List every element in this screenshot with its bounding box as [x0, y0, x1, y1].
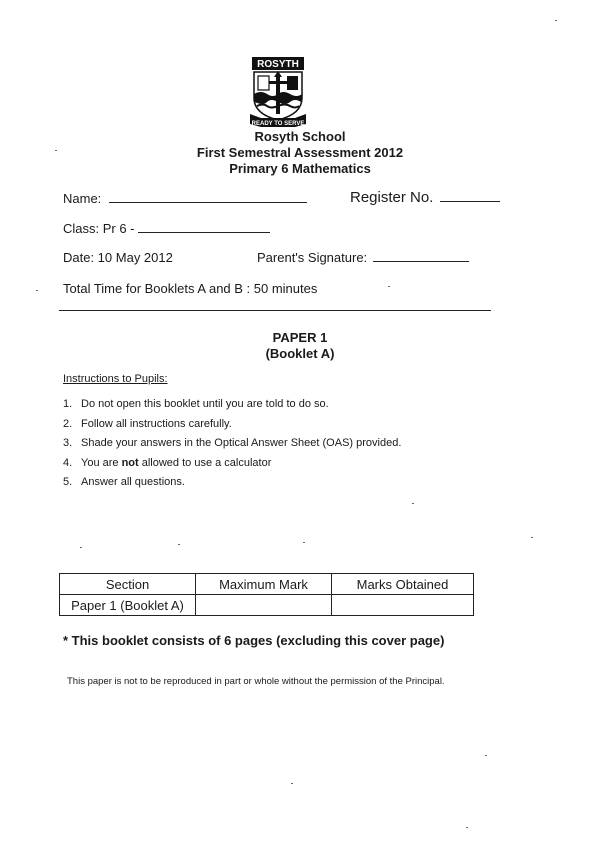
- table-header: Maximum Mark: [196, 574, 332, 595]
- class-field: [63, 221, 270, 236]
- copyright-notice: This paper is not to be reproduced in part or whole without the permission of the Principal.: [67, 676, 445, 687]
- instruction-item: 5. Answer all questions.: [63, 476, 185, 488]
- name-blank[interactable]: [109, 202, 307, 203]
- scan-speck: [178, 544, 180, 545]
- instruction-item: 2. Follow all instructions carefully.: [63, 417, 232, 430]
- booklet-note: * This booklet consists of 6 pages (excluding this cover page): [63, 633, 445, 648]
- scan-speck: [80, 547, 82, 548]
- scan-speck: [55, 150, 57, 151]
- table-cell[interactable]: [332, 595, 474, 616]
- table-cell: Paper 1 (Booklet A): [60, 595, 196, 616]
- instruction-item: 3. Shade your answers in the Optical Answer Sheet (OAS) provided.: [63, 437, 402, 449]
- table-cell[interactable]: [196, 595, 332, 616]
- register-label: Register No.: [350, 189, 434, 206]
- scan-speck: [466, 827, 468, 828]
- signature-label: Parent's Signature:: [257, 250, 368, 265]
- assessment-title: First Semestral Assessment 2012: [196, 145, 404, 160]
- instruction-item: 1. Do not open this booklet until you are told to do so.: [63, 398, 329, 410]
- scan-speck: [291, 783, 293, 784]
- table-row: [60, 595, 474, 616]
- table-header: Marks Obtained: [332, 574, 474, 595]
- school-crest: [249, 56, 307, 128]
- crest-motto: READY TO SERVE: [251, 121, 305, 127]
- crest-top-text: ROSYTH: [257, 59, 299, 70]
- instruction-item: 4. You are not allowed to use a calculator: [63, 456, 272, 469]
- scan-speck: [531, 537, 533, 538]
- scan-speck: [303, 542, 305, 543]
- date-field: Date: 10 May 2012: [63, 250, 173, 265]
- name-label: Name:: [63, 191, 102, 206]
- register-blank[interactable]: [440, 201, 500, 202]
- school-name: Rosyth School: [254, 129, 346, 144]
- instructions-heading: Instructions to Pupils:: [63, 373, 168, 385]
- crest-emblem-icon: [249, 56, 307, 128]
- signature-blank[interactable]: [373, 261, 469, 262]
- instructions-list: [63, 398, 401, 496]
- scan-speck: [36, 290, 38, 291]
- class-label: Class: Pr 6 -: [63, 221, 135, 236]
- table-header: Section: [60, 574, 196, 595]
- scan-speck: [485, 755, 487, 756]
- scan-speck: [388, 286, 390, 287]
- booklet-title: (Booklet A): [265, 346, 335, 361]
- scan-speck: [555, 20, 557, 21]
- signature-field: [257, 250, 469, 265]
- subject-title: Primary 6 Mathematics: [229, 161, 371, 176]
- class-blank[interactable]: [138, 232, 270, 233]
- scan-speck: [412, 503, 414, 504]
- register-field: [350, 189, 500, 206]
- paper-title: PAPER 1: [272, 330, 328, 345]
- name-field: [63, 191, 307, 206]
- table-header-row: [60, 574, 474, 595]
- marks-table: [59, 573, 474, 616]
- total-time: Total Time for Booklets A and B : 50 minutes: [63, 281, 318, 296]
- divider: [59, 310, 491, 311]
